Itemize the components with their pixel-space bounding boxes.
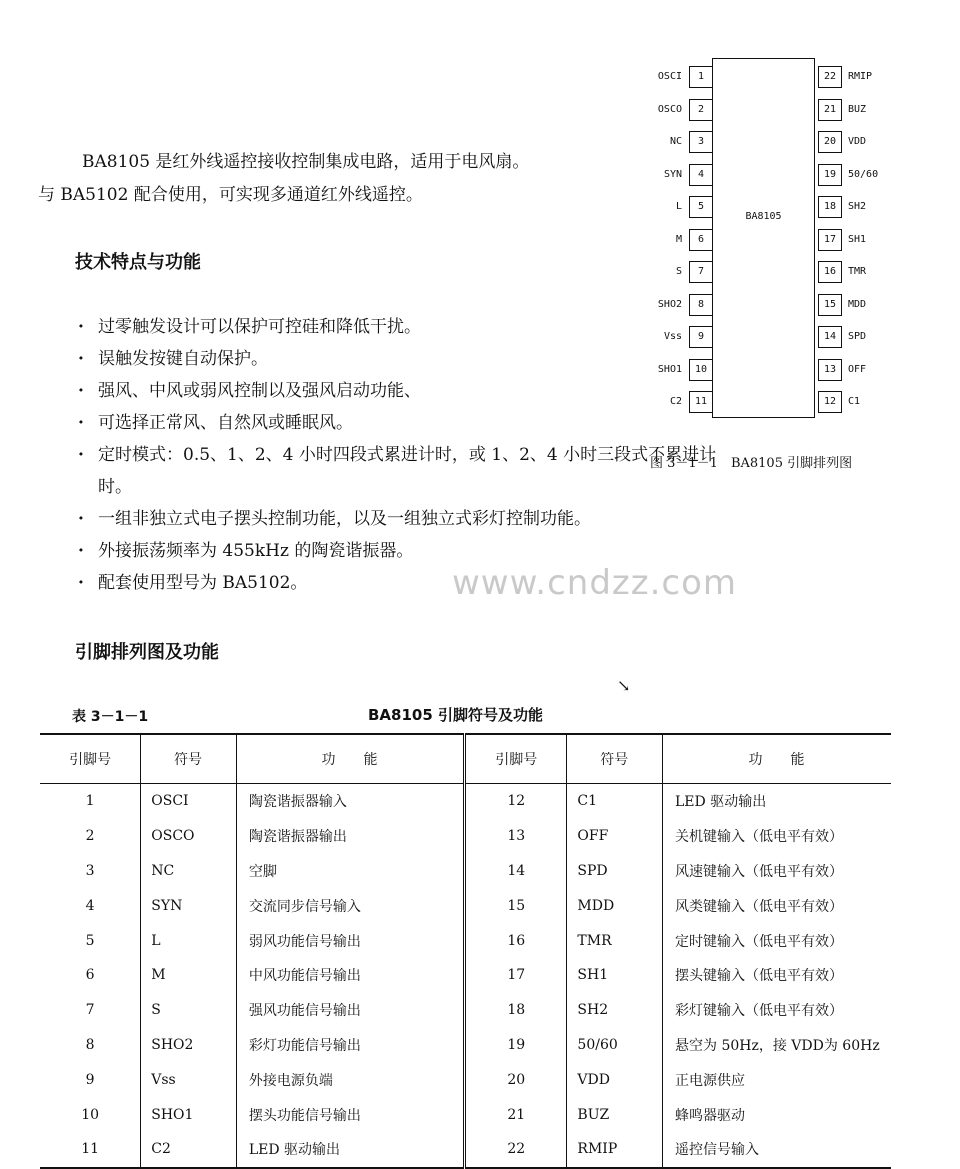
pin-symbol-right: BUZ [848, 103, 867, 115]
pin-symbol-right: OFF [848, 363, 867, 375]
pin-function-cell: LED 驱动输出 [663, 784, 892, 819]
pin-symbol-right: SH1 [848, 233, 867, 245]
pin-function-cell: 陶瓷谐振器输出 [236, 819, 464, 854]
feature-item: · 定时模式：0.5、1、2、4 小时四段式累进计时，或 1、2、4 小时三段式不累进计时。 [70, 439, 750, 503]
pin-number-left: 2 [689, 99, 713, 121]
pin-number-left: 1 [689, 66, 713, 88]
pin-function-cell: 弱风功能信号输出 [236, 923, 464, 958]
pin-symbol-right: SH2 [848, 201, 867, 212]
pin-symbol-left: C2 [669, 396, 682, 407]
feature-item: · 强风、中风或弱风控制以及强风启动功能、 [70, 375, 750, 407]
table-row [40, 1132, 891, 1168]
pin-function-cell: 陶瓷谐振器输入 [236, 784, 464, 819]
pin-function-cell: 风速键输入（低电平有效） [663, 854, 892, 889]
feature-item: · 可选择正常风、自然风或睡眠风。 [70, 407, 750, 439]
pin-function-cell: 外接电源负端 [236, 1062, 464, 1097]
pin-number-cell: 9 [85, 1071, 95, 1088]
header-symbol: 符号 [567, 734, 663, 784]
feature-list [70, 311, 750, 599]
table-row [40, 923, 891, 958]
pin-function-cell: 摆头键输入（低电平有效） [663, 958, 892, 993]
intro-paragraph [38, 146, 638, 212]
pin-symbol-right: C1 [848, 396, 861, 407]
pin-symbol-cell: OSCI [141, 784, 237, 819]
pin-number-right: 17 [818, 229, 842, 251]
pin-symbol-left: S [675, 266, 682, 277]
table-row [40, 888, 891, 923]
intro-line-2: 与 BA5102 配合使用，可实现多通道红外线遥控。 [38, 185, 423, 205]
figure-caption: 图 3－1－1 BA8105 引脚排列图 [650, 456, 853, 471]
pin-function-cell: 彩灯功能信号输出 [236, 1028, 464, 1063]
pin-symbol-left: SHO2 [657, 298, 682, 310]
chip-body [712, 58, 815, 418]
table-row [40, 819, 891, 854]
pin-number-cell: 11 [81, 1141, 100, 1158]
pin-symbol-left: SYN [663, 168, 682, 180]
header-pin-no: 引脚号 [465, 734, 567, 784]
pin-symbol-right: VDD [848, 136, 867, 147]
pin-function-cell: 遥控信号输入 [663, 1132, 892, 1168]
header-function: 功 能 [663, 734, 892, 784]
table-row [40, 1028, 891, 1063]
pin-symbol-cell: SHO2 [141, 1028, 237, 1063]
pin-number-cell: 17 [465, 958, 567, 993]
pin-number-left: 10 [689, 359, 713, 381]
chip-label: BA8105 [745, 211, 782, 222]
pin-symbol-left: NC [669, 136, 682, 147]
pin-number-cell: 19 [465, 1028, 567, 1063]
pin-number-right: 19 [818, 164, 842, 186]
pin-symbol-cell: M [141, 958, 237, 993]
header-symbol: 符号 [141, 734, 237, 784]
pin-symbol-cell: C1 [567, 784, 663, 819]
pin-symbol-left: L [675, 201, 682, 212]
table-number: 表 3－1－1 [72, 709, 149, 725]
pin-function-cell: 交流同步信号输入 [236, 888, 464, 923]
pin-symbol-left: M [675, 233, 682, 245]
pin-number-left: 6 [689, 229, 713, 251]
pin-number-right: 14 [818, 326, 842, 348]
pin-number-right: 15 [818, 294, 842, 316]
feature-item: · 配套使用型号为 BA5102。 [70, 567, 750, 599]
table-header-row [40, 734, 891, 784]
table-row [40, 854, 891, 889]
pin-number-cell: 15 [465, 888, 567, 923]
intro-line-1: BA8105 是红外线遥控接收控制集成电路，适用于电风扇。 [82, 152, 530, 172]
pin-symbol-cell: S [141, 993, 237, 1028]
feature-item: · 外接振荡频率为 455kHz 的陶瓷谐振器。 [70, 535, 750, 567]
pin-symbol-cell: NC [141, 854, 237, 889]
pin-symbol-left: OSCI [657, 71, 682, 82]
pin-function-cell: 悬空为 50Hz，接 VDD为 60Hz [663, 1028, 892, 1063]
pin-symbol-cell: SH2 [567, 993, 663, 1028]
pin-symbol-cell: C2 [141, 1132, 237, 1168]
pin-function-cell: LED 驱动输出 [236, 1132, 464, 1168]
pin-function-cell: 关机键输入（低电平有效） [663, 819, 892, 854]
pin-number-left: 4 [689, 164, 713, 186]
pin-function-table [40, 733, 891, 1169]
pin-number-cell: 7 [85, 1002, 95, 1019]
pin-symbol-right: MDD [848, 298, 867, 310]
pin-function-cell: 定时键输入（低电平有效） [663, 923, 892, 958]
pin-number-right: 21 [818, 99, 842, 121]
watermark: www.cndzz.com [452, 563, 738, 603]
pin-number-cell: 6 [85, 967, 95, 984]
pin-number-right: 13 [818, 359, 842, 381]
pin-number-cell: 8 [85, 1036, 95, 1053]
pin-symbol-cell: MDD [567, 888, 663, 923]
pin-number-cell: 13 [465, 819, 567, 854]
pin-number-left: 3 [689, 131, 713, 153]
pin-number-left: 8 [689, 294, 713, 316]
pin-symbol-cell: SH1 [567, 958, 663, 993]
pin-number-left: 5 [689, 196, 713, 218]
pin-number-right: 22 [818, 66, 842, 88]
pin-function-cell: 中风功能信号输出 [236, 958, 464, 993]
pin-function-cell: 摆头功能信号输出 [236, 1097, 464, 1132]
pin-symbol-cell: Vss [141, 1062, 237, 1097]
pin-symbol-left: SHO1 [657, 363, 682, 375]
pin-function-cell: 正电源供应 [663, 1062, 892, 1097]
table-row [40, 1097, 891, 1132]
pin-symbol-cell: VDD [567, 1062, 663, 1097]
table-title: BA8105 引脚符号及功能 [368, 706, 544, 724]
feature-item: · 误触发按键自动保护。 [70, 343, 750, 375]
pin-number-cell: 4 [85, 897, 95, 914]
pin-function-cell: 空脚 [236, 854, 464, 889]
pin-symbol-cell: BUZ [567, 1097, 663, 1132]
pin-number-left: 9 [689, 326, 713, 348]
pin-symbol-right: RMIP [848, 71, 873, 82]
pin-number-right: 20 [818, 131, 842, 153]
pin-function-cell: 彩灯键输入（低电平有效） [663, 993, 892, 1028]
pin-symbol-cell: L [141, 923, 237, 958]
pin-number-left: 7 [689, 261, 713, 283]
pin-number-right: 12 [818, 391, 842, 413]
pin-symbol-cell: 50/60 [567, 1028, 663, 1063]
pin-symbol-left: Vss [663, 331, 682, 342]
table-row [40, 993, 891, 1028]
pin-symbol-cell: SPD [567, 854, 663, 889]
pin-number-cell: 1 [85, 793, 95, 810]
table-row [40, 784, 891, 819]
table-row [40, 958, 891, 993]
pin-number-cell: 14 [465, 854, 567, 889]
header-pin-no: 引脚号 [40, 734, 141, 784]
pin-function-cell: 风类键输入（低电平有效） [663, 888, 892, 923]
pin-function-cell: 强风功能信号输出 [236, 993, 464, 1028]
pin-symbol-right: TMR [848, 266, 867, 277]
stray-mark: ↘ [617, 676, 631, 695]
pin-number-cell: 3 [85, 862, 95, 879]
pin-number-cell: 10 [81, 1106, 100, 1123]
section-title-features: 技术特点与功能 [75, 252, 201, 273]
pin-number-cell: 20 [465, 1062, 567, 1097]
pin-symbol-cell: TMR [567, 923, 663, 958]
pin-number-cell: 18 [465, 993, 567, 1028]
feature-item: · 一组非独立式电子摆头控制功能，以及一组独立式彩灯控制功能。 [70, 503, 750, 535]
feature-item: · 过零触发设计可以保护可控硅和降低干扰。 [70, 311, 750, 343]
pin-symbol-cell: RMIP [567, 1132, 663, 1168]
pin-number-left: 11 [689, 391, 713, 413]
header-function: 功 能 [236, 734, 464, 784]
pin-symbol-left: OSCO [657, 103, 682, 115]
pin-number-right: 16 [818, 261, 842, 283]
pin-symbol-right: SPD [848, 331, 867, 342]
pin-symbol-right: 50/60 [848, 168, 879, 180]
pin-number-cell: 2 [85, 828, 95, 845]
table-row [40, 1062, 891, 1097]
pin-number-cell: 12 [465, 784, 567, 819]
pin-number-cell: 5 [85, 932, 95, 949]
pin-number-cell: 22 [465, 1132, 567, 1168]
pin-symbol-cell: SHO1 [141, 1097, 237, 1132]
pin-symbol-cell: OFF [567, 819, 663, 854]
pin-number-cell: 16 [465, 923, 567, 958]
pin-number-right: 18 [818, 196, 842, 218]
pin-symbol-cell: OSCO [141, 819, 237, 854]
pin-function-cell: 蜂鸣器驱动 [663, 1097, 892, 1132]
pin-number-cell: 21 [465, 1097, 567, 1132]
pin-symbol-cell: SYN [141, 888, 237, 923]
section-title-pins: 引脚排列图及功能 [75, 642, 219, 663]
